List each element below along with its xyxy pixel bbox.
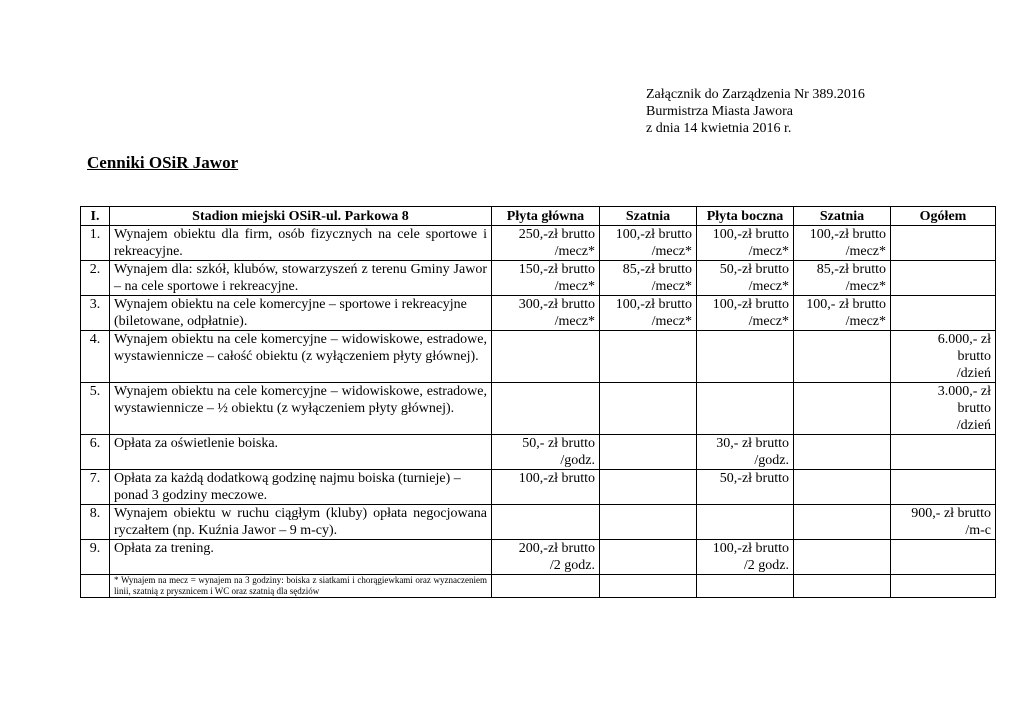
- annex-note: [646, 86, 865, 137]
- locker-room-2-price: [794, 505, 891, 540]
- table-header-row: [81, 207, 996, 226]
- row-number: 6.: [81, 435, 110, 470]
- locker-room-1-price: [600, 331, 697, 383]
- main-pitch-price: [492, 383, 600, 435]
- table-row: [81, 296, 996, 331]
- main-pitch-price: 100,-zł brutto: [492, 470, 600, 505]
- row-description: Wynajem dla: szkół, klubów, stowarzyszeń z terenu Gminy Jawor – na cele sportowe i rekreacyjne.: [110, 261, 492, 296]
- main-pitch-price: 200,-zł brutto /2 godz.: [492, 540, 600, 575]
- locker-room-1-price: 100,-zł brutto /mecz*: [600, 226, 697, 261]
- row-description: Wynajem obiektu na cele komercyjne – widowiskowe, estradowe, wystawiennicze – ½ obiektu (z wyłączeniem płyty głównej).: [110, 383, 492, 435]
- row-number: 8.: [81, 505, 110, 540]
- locker-room-1-price: 100,-zł brutto /mecz*: [600, 296, 697, 331]
- footnote-spacer: [891, 575, 996, 598]
- row-description: Opłata za każdą dodatkową godzinę najmu boiska (turnieje) – ponad 3 godziny meczowe.: [110, 470, 492, 505]
- total-price: 6.000,- zł brutto /dzień: [891, 331, 996, 383]
- locker-room-1-price: [600, 383, 697, 435]
- locker-room-2-price: 100,- zł brutto /mecz*: [794, 296, 891, 331]
- locker-room-2-price: [794, 383, 891, 435]
- table-row: [81, 261, 996, 296]
- locker-room-2-price: [794, 540, 891, 575]
- row-description: Wynajem obiektu dla firm, osób fizycznych na cele sportowe i rekreacyjne.: [110, 226, 492, 261]
- table-row: [81, 226, 996, 261]
- price-table: [80, 206, 996, 598]
- document-title: Cenniki OSiR Jawor: [87, 153, 239, 172]
- locker-room-2-price: 100,-zł brutto /mecz*: [794, 226, 891, 261]
- annex-line-3: z dnia 14 kwietnia 2016 r.: [646, 121, 792, 136]
- footnote-spacer: [794, 575, 891, 598]
- main-pitch-price: 50,- zł brutto /godz.: [492, 435, 600, 470]
- header-main-pitch: Płyta główna: [492, 207, 600, 226]
- annex-line-1: Załącznik do Zarządzenia Nr 389.2016: [646, 87, 865, 102]
- footnote-spacer: [697, 575, 794, 598]
- footnote-spacer: [600, 575, 697, 598]
- table-row: [81, 470, 996, 505]
- table-row: [81, 331, 996, 383]
- locker-room-2-price: [794, 470, 891, 505]
- total-price: [891, 296, 996, 331]
- side-pitch-price: 100,-zł brutto /mecz*: [697, 226, 794, 261]
- side-pitch-price: 100,-zł brutto /2 godz.: [697, 540, 794, 575]
- row-number: 5.: [81, 383, 110, 435]
- locker-room-1-price: [600, 435, 697, 470]
- side-pitch-price: [697, 331, 794, 383]
- main-pitch-price: [492, 331, 600, 383]
- row-number: 2.: [81, 261, 110, 296]
- main-pitch-price: 250,-zł brutto /mecz*: [492, 226, 600, 261]
- locker-room-1-price: [600, 505, 697, 540]
- footnote-spacer: [492, 575, 600, 598]
- side-pitch-price: [697, 505, 794, 540]
- total-price: 3.000,- zł brutto /dzień: [891, 383, 996, 435]
- header-description: Stadion miejski OSiR-ul. Parkowa 8: [110, 207, 492, 226]
- main-pitch-price: 150,-zł brutto /mecz*: [492, 261, 600, 296]
- row-number: 4.: [81, 331, 110, 383]
- footnote: * Wynajem na mecz = wynajem na 3 godziny: boiska z siatkami i chorągiewkami oraz wyznaczeniem linii, szatnią z prysznicem i WC oraz szatnią dla sędziów: [110, 575, 492, 598]
- total-price: [891, 470, 996, 505]
- table-row: [81, 383, 996, 435]
- side-pitch-price: 100,-zł brutto /mecz*: [697, 296, 794, 331]
- total-price: [891, 540, 996, 575]
- row-description: Opłata za oświetlenie boiska.: [110, 435, 492, 470]
- header-total: Ogółem: [891, 207, 996, 226]
- table-row: [81, 540, 996, 575]
- footnote-spacer: [81, 575, 110, 598]
- table-row: [81, 435, 996, 470]
- total-price: [891, 261, 996, 296]
- side-pitch-price: 30,- zł brutto /godz.: [697, 435, 794, 470]
- locker-room-2-price: 85,-zł brutto /mecz*: [794, 261, 891, 296]
- locker-room-1-price: [600, 470, 697, 505]
- row-description: Opłata za trening.: [110, 540, 492, 575]
- main-pitch-price: [492, 505, 600, 540]
- row-number: 3.: [81, 296, 110, 331]
- annex-line-2: Burmistrza Miasta Jawora: [646, 104, 793, 119]
- side-pitch-price: 50,-zł brutto /mecz*: [697, 261, 794, 296]
- side-pitch-price: [697, 383, 794, 435]
- row-description: Wynajem obiektu na cele komercyjne – sportowe i rekreacyjne (biletowane, odpłatnie).: [110, 296, 492, 331]
- row-description: Wynajem obiektu na cele komercyjne – widowiskowe, estradowe, wystawiennicze – całość obiektu (z wyłączeniem płyty głównej).: [110, 331, 492, 383]
- row-number: 1.: [81, 226, 110, 261]
- total-price: [891, 226, 996, 261]
- header-side-pitch: Płyta boczna: [697, 207, 794, 226]
- table-row: [81, 505, 996, 540]
- row-description: Wynajem obiektu w ruchu ciągłym (kluby) opłata negocjowana ryczałtem (np. Kuźnia Jawor – 9 m-cy).: [110, 505, 492, 540]
- total-price: [891, 435, 996, 470]
- footnote-row: [81, 575, 996, 598]
- locker-room-2-price: [794, 331, 891, 383]
- total-price: 900,- zł brutto /m-c: [891, 505, 996, 540]
- main-pitch-price: 300,-zł brutto /mecz*: [492, 296, 600, 331]
- header-locker-room-1: Szatnia: [600, 207, 697, 226]
- locker-room-1-price: [600, 540, 697, 575]
- header-locker-room-2: Szatnia: [794, 207, 891, 226]
- row-number: 9.: [81, 540, 110, 575]
- locker-room-2-price: [794, 435, 891, 470]
- row-number: 7.: [81, 470, 110, 505]
- locker-room-1-price: 85,-zł brutto /mecz*: [600, 261, 697, 296]
- header-number: I.: [81, 207, 110, 226]
- side-pitch-price: 50,-zł brutto: [697, 470, 794, 505]
